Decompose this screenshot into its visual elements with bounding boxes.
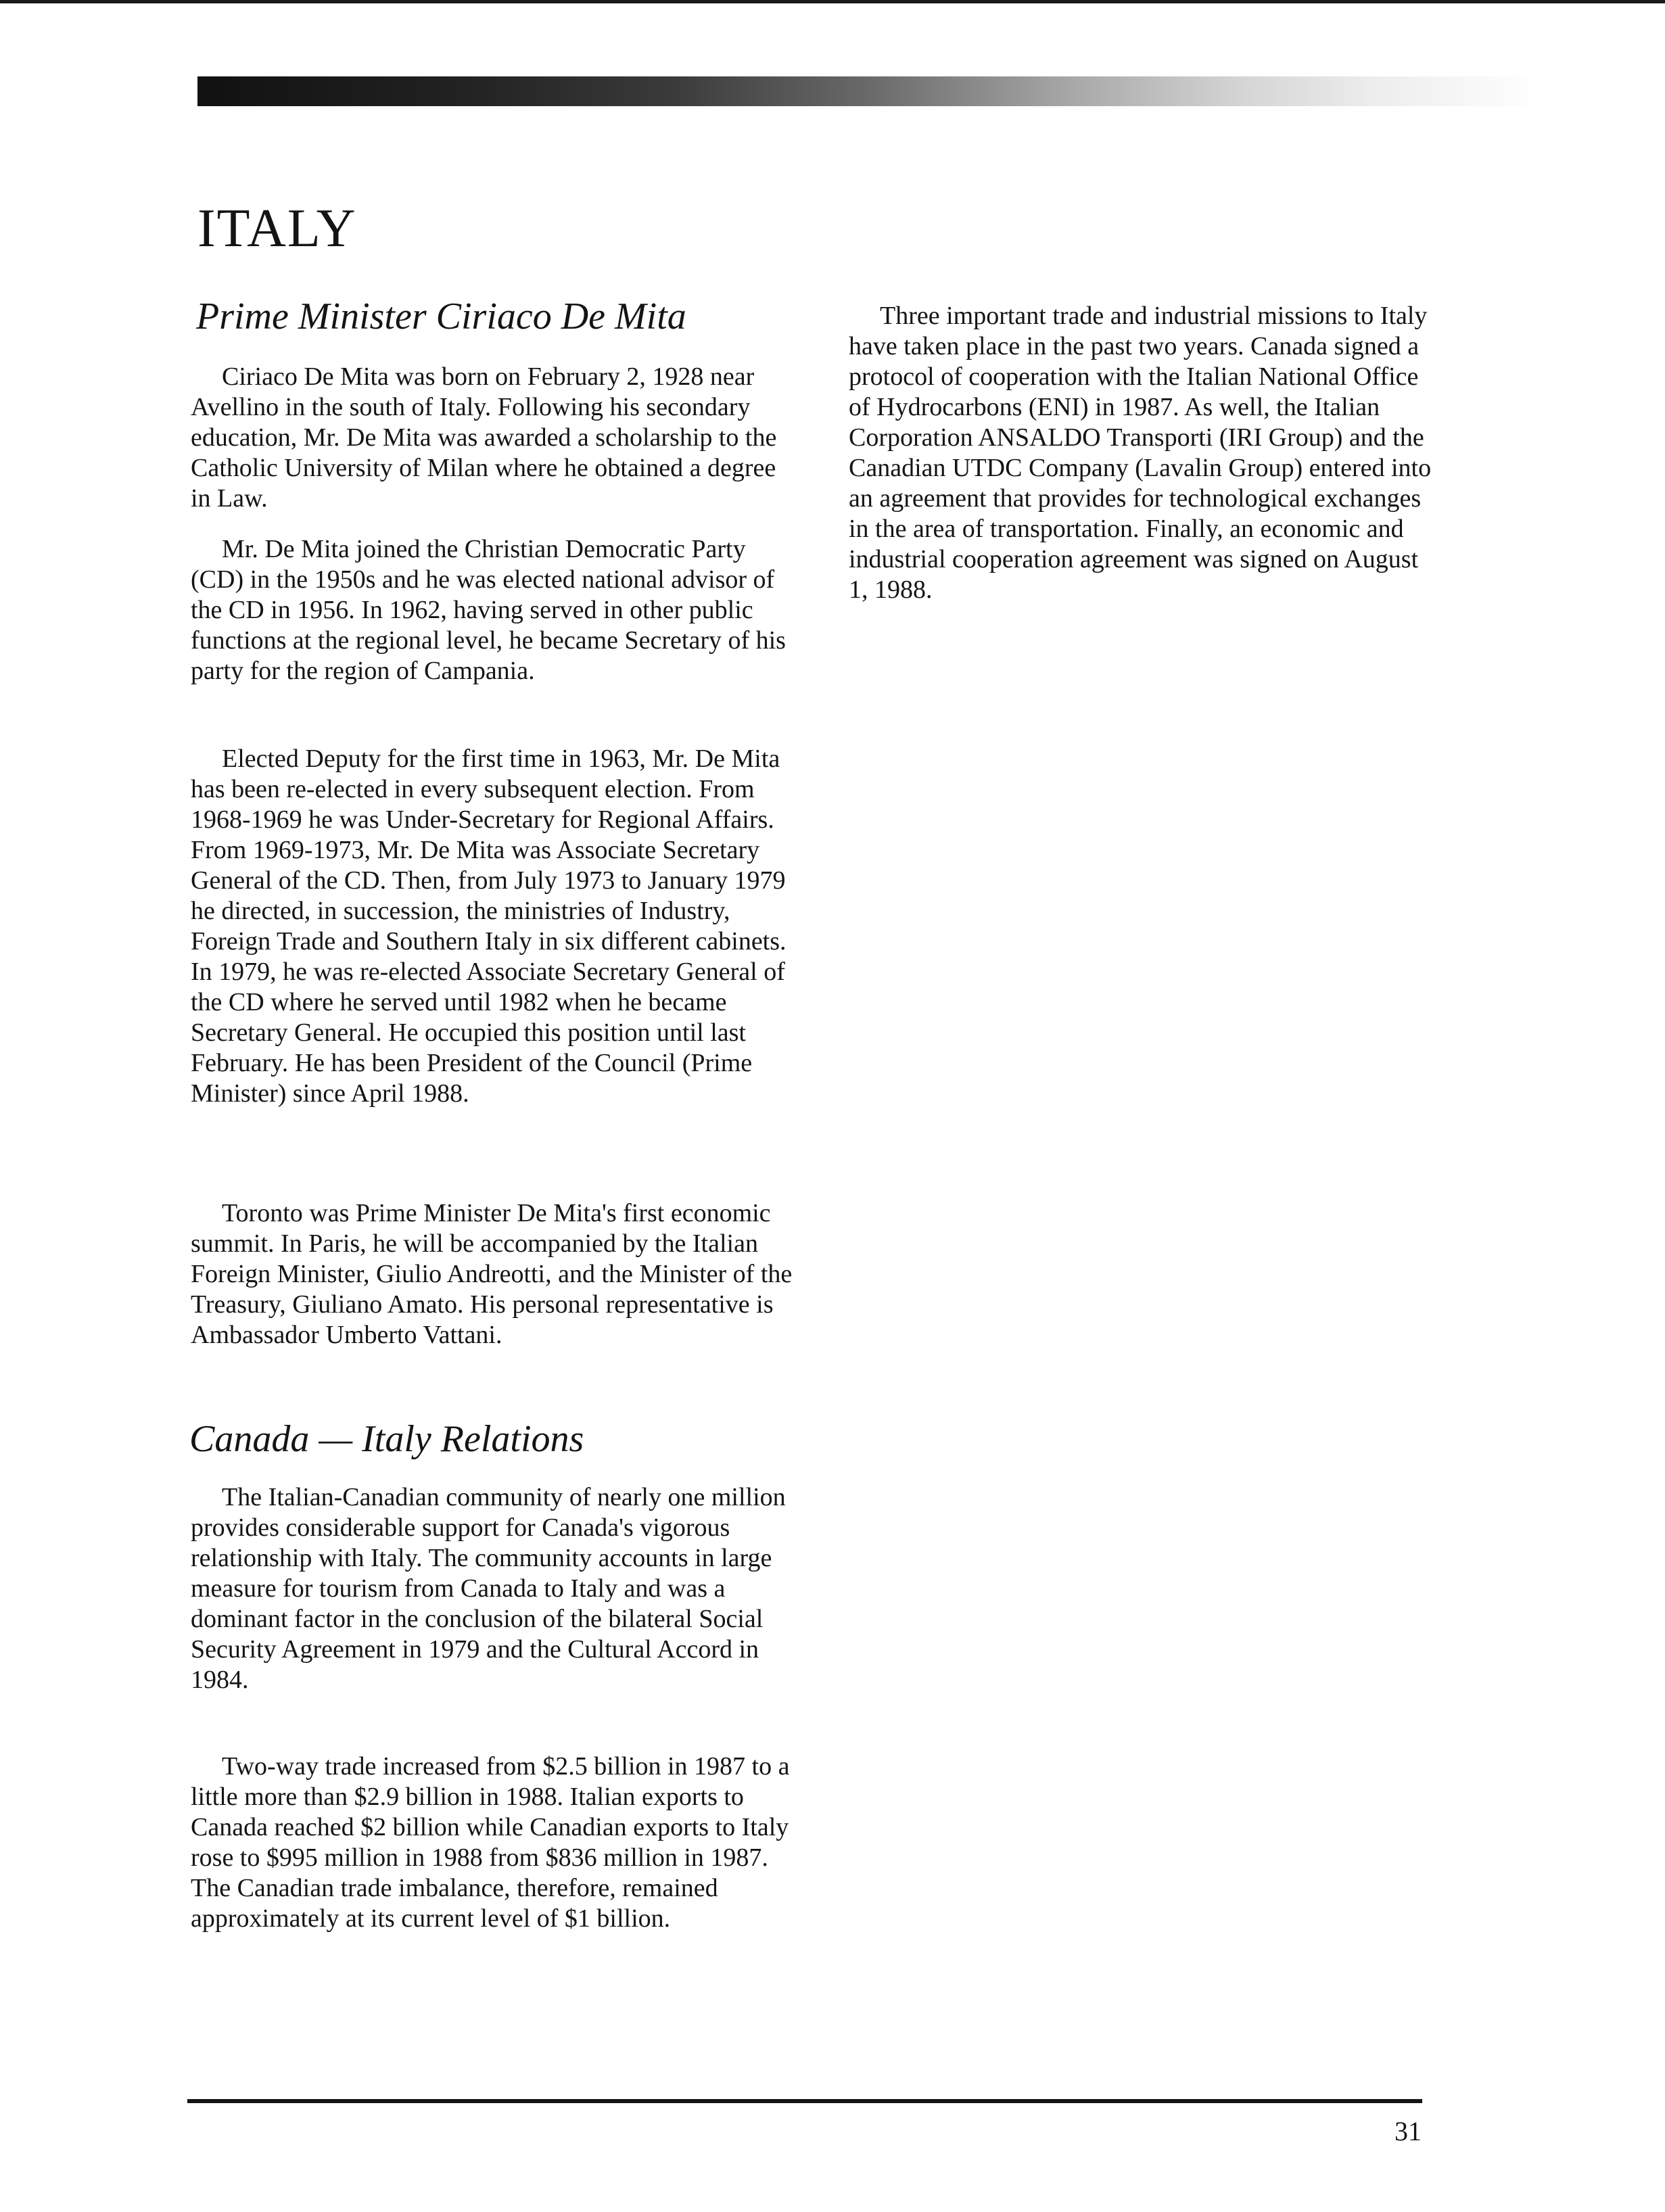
left-paragraph-4: Toronto was Prime Minister De Mita's first economic summit. In Paris, he will be accompanied by the Italian Foreign Minister, Giulio Andreotti, and the Minister of the Treasury, Giuliano Amato. His personal representative is Ambassador Umberto Vattani.: [191, 1199, 793, 1349]
left-paragraph-2: Mr. De Mita joined the Christian Democratic Party (CD) in the 1950s and he was elected national advisor of the CD in 1956. In 1962, having served in other public functions at the regional level, he became Secretary of his party for the region of Campania.: [191, 535, 786, 685]
section-title: ITALY: [197, 199, 357, 258]
left-paragraph-1: Ciriaco De Mita was born on February 2, 1928 near Avellino in the south of Italy. Following his secondary education, Mr. De Mita was awarded a scholarship to the Catholic University of Milan where he obtained a degree in Law.: [191, 362, 777, 513]
heading-canada-italy-relations: Canada — Italy Relations: [189, 1418, 584, 1460]
footer-rule: [187, 2099, 1422, 2103]
page-top-rule: [0, 0, 1665, 3]
heading-prime-minister: Prime Minister Ciriaco De Mita: [196, 296, 686, 337]
left-paragraph-6: Two-way trade increased from $2.5 billion in 1987 to a little more than $2.9 billion in 1988. Italian exports to Canada reached $2 billion while Canadian exports to Italy rose to $995 million in 1988 from $836 million in 1987. The Canadian trade imbalance, therefore, remained approximately at its current level of $1 billion.: [191, 1752, 790, 1933]
header-gradient-bar: [197, 76, 1543, 106]
left-paragraph-3: Elected Deputy for the first time in 1963, Mr. De Mita has been re-elected in every subsequent election. From 1968-1969 he was Under-Secretary for Regional Affairs. From 1969-1973, Mr. De Mita was Associate Secretary General of the CD. Then, from July 1973 to January 1979 he directed, in succession, the ministries of Industry, Foreign Trade and Southern Italy in six different cabinets. In 1979, he was re-elected Associate Secretary General of the CD where he served until 1982 when he became Secretary General. He occupied this position until last February. He has been President of the Council (Prime Minister) since April 1988.: [191, 745, 787, 1108]
left-paragraph-5: The Italian-Canadian community of nearly one million provides considerable support for Canada's vigorous relationship with Italy. The community accounts in large measure for tourism from Canada to Italy and was a dominant factor in the conclusion of the bilateral Social Security Agreement in 1979 and the Cultural Accord in 1984.: [191, 1483, 786, 1694]
right-paragraph-1: Three important trade and industrial missions to Italy have taken place in the past two years. Canada signed a protocol of cooperation with the Italian National Office of Hydrocarbons (ENI) in 1987. As well, the Italian Corporation ANSALDO Transporti (IRI Group) and the Canadian UTDC Company (Lavalin Group) entered into an agreement that provides for technological exchanges in the area of transportation. Finally, an economic and industrial cooperation agreement was signed on August 1, 1988.: [849, 302, 1432, 604]
page-number: 31: [1394, 2116, 1422, 2146]
